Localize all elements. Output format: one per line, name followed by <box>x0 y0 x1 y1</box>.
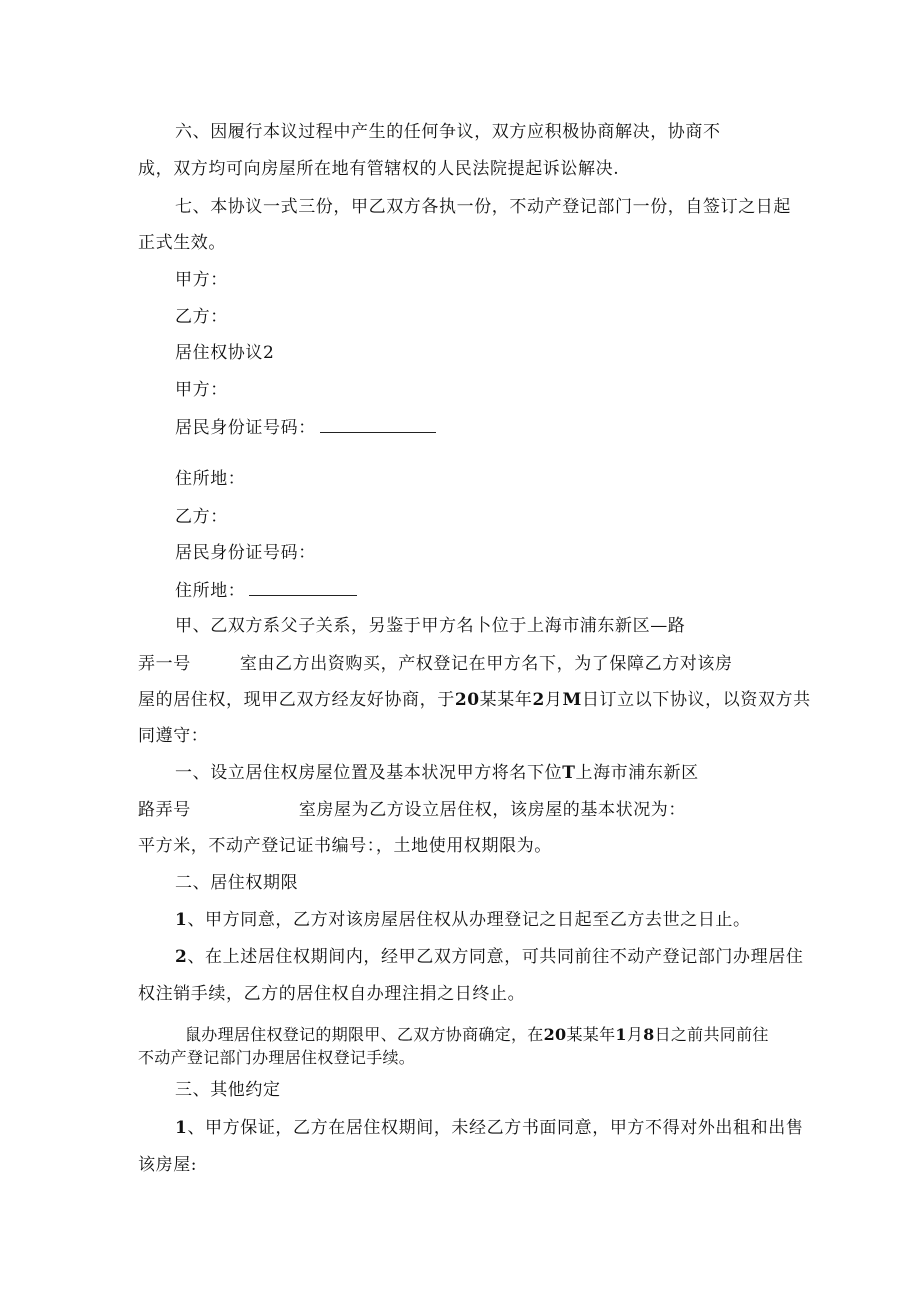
intro-line-3-part-b: 某某年 <box>479 690 533 710</box>
party-b-address-row <box>175 579 357 602</box>
intro-line-2-part-b: 室由乙方出资购买，产权登记在甲方名下，为了保障乙方对该房 <box>239 654 733 674</box>
intro-line-1: 甲、乙双方系父子关系，另鉴于甲方名卜位于上海市浦东新区—路 <box>175 616 686 636</box>
section-2-item-1-number: 1 <box>175 910 188 930</box>
intro-month: 2 <box>532 690 545 710</box>
section-2-title: 二、居住权期限 <box>175 873 299 893</box>
party-a-id-row <box>175 416 436 439</box>
intro-line-3-part-c: 月 <box>544 690 563 710</box>
party-b-address-blank <box>249 579 357 596</box>
intro-line-3-part-a: 屋的居住权，现甲乙双方经友好协商，于 <box>138 690 455 710</box>
section-1-glyph-t: T <box>562 763 576 783</box>
section-2-item-3-line-2: 不动产登记部门办理居住权登记手续。 <box>138 1048 416 1067</box>
party-a-label: 甲方： <box>175 380 228 400</box>
intro-day: M <box>562 690 582 710</box>
intro-year: 20 <box>454 690 480 710</box>
section-2-item-3-month: 1 <box>615 1025 627 1044</box>
section-3-item-1-text: 、甲方保证，乙方在居住权期间，未经乙方书面同意，甲方不得对外出租和出售 <box>187 1118 804 1138</box>
intro-line-4: 同遵守： <box>138 726 209 746</box>
intro-line-2-part-a: 弄一号 <box>138 654 191 674</box>
section-2-item-2-text: 、在上述居住权期间内，经甲乙双方同意，可共同前往不动产登记部门办理居住 <box>187 947 804 967</box>
party-b-label: 乙方： <box>175 507 228 527</box>
section-3-title: 三、其他约定 <box>175 1080 281 1100</box>
section-2-item-3-part-d: 日之前共同前往 <box>654 1025 769 1044</box>
section-3-item-1-line-2: 该房屋: <box>138 1155 198 1175</box>
clause-7-line-2: 正式生效。 <box>138 233 226 253</box>
section-2-item-2-line-1 <box>175 946 803 968</box>
section-1-line-2-part-b: 室房屋为乙方设立居住权，该房屋的基本状况为： <box>298 800 687 820</box>
section-2-item-2-line-2: 权注销手续，乙方的居住权自办理注捐之日终止。 <box>138 984 526 1004</box>
intro-line-2 <box>138 653 733 675</box>
party-b-id-label: 居民身份证号码： <box>175 543 316 563</box>
section-1-line-1 <box>175 762 699 784</box>
party-b-address-label: 住所地： <box>175 581 246 601</box>
section-1-line-2 <box>138 799 686 821</box>
intro-line-3-part-d: 日订立以下协议，以资双方共 <box>581 690 811 710</box>
section-2-item-2-number: 2 <box>175 947 188 967</box>
section-2-item-1 <box>175 909 751 931</box>
agreement-title: 居住权协议2 <box>175 343 275 363</box>
party-a-id-label: 居民身份证号码： <box>175 418 316 438</box>
section-1-line-1-part-a: 一、设立居住权房屋位置及基本状况甲方将名下位 <box>175 763 563 783</box>
section-2-item-3-part-a: 鼠办理居住权登记的期限甲、乙双方协商确定，在 <box>185 1025 544 1044</box>
intro-line-3 <box>138 689 811 711</box>
party-a-id-blank <box>320 416 436 433</box>
section-1-line-1-part-b: 上海市浦东新区 <box>575 763 699 783</box>
section-2-item-3-part-b: 某某年 <box>566 1025 616 1044</box>
clause-6-line-2: 成，双方均可向房屋所在地有管辖权的人民法院提起诉讼解决. <box>138 159 620 179</box>
signature-party-b: 乙方： <box>175 307 228 327</box>
section-3-item-1-number: 1 <box>175 1118 188 1138</box>
clause-7-line-1: 七、本协议一式三份，甲乙双方各执一份，不动产登记部门一份，自签订之日起 <box>175 197 791 217</box>
section-1-line-2-part-a: 路弄号 <box>138 800 191 820</box>
section-2-item-3-day: 8 <box>643 1025 655 1044</box>
party-a-address-label: 住所地： <box>175 469 246 489</box>
section-2-item-3-line-1 <box>185 1024 769 1046</box>
section-2-item-1-text: 、甲方同意，乙方对该房屋居住权从办理登记之日起至乙方去世之日止。 <box>187 910 751 930</box>
clause-6-line-1: 六、因履行本议过程中产生的任何争议，双方应积极协商解决，协商不 <box>175 122 721 142</box>
section-1-line-3: 平方米，不动产登记证书编号：，土地使用权期限为。 <box>138 836 552 856</box>
section-3-item-1-line-1 <box>175 1117 803 1139</box>
section-2-item-3-part-c: 月 <box>626 1025 644 1044</box>
signature-party-a: 甲方： <box>175 270 228 290</box>
section-2-item-3-year: 20 <box>543 1025 567 1044</box>
